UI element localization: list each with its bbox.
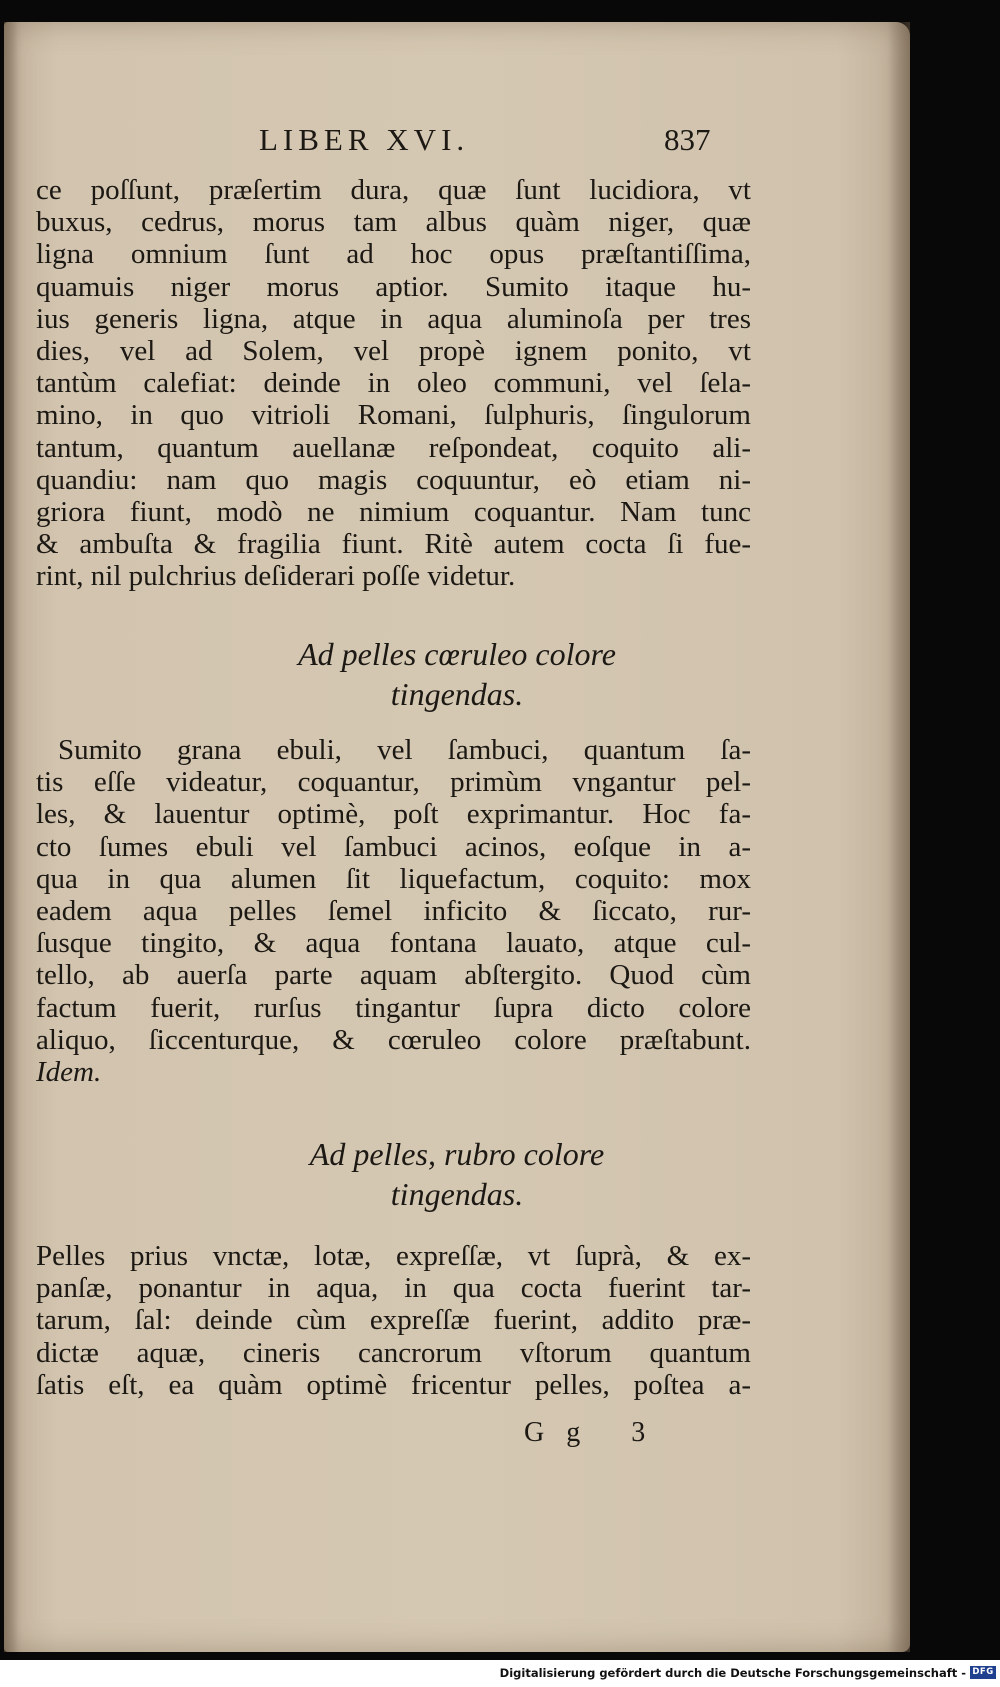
text-line: griora fiunt, modò ne nimium coquantur. Nam tunc	[36, 495, 751, 528]
text-line: & ambuſta & fragilia fiunt. Ritè autem cocta ſi fue-	[36, 528, 751, 561]
text-line: panſæ, ponantur in aqua, in qua cocta fuerint tar-	[36, 1272, 751, 1305]
book-page	[4, 22, 910, 1652]
heading-line: tingendas.	[390, 676, 524, 712]
text-line: ſusque tingito, & aqua fontana lauato, atque cul-	[36, 927, 751, 960]
text-line: les, & lauentur optimè, poſt exprimantur. Hoc fa-	[36, 798, 751, 831]
text-line: quandiu: nam quo magis coquuntur, eò etiam ni-	[36, 463, 751, 496]
heading-line: Ad pelles cœruleo colore	[298, 636, 616, 672]
text-line: ſatis eſt, ea quàm optimè fricentur pelles, poſtea a-	[36, 1368, 751, 1401]
text-line: mino, in quo vitrioli Romani, ſulphuris, ſingulorum	[36, 399, 751, 432]
text-line: buxus, cedrus, morus tam albus quàm niger, quæ	[36, 206, 751, 239]
text-line: dictæ aquæ, cineris cancrorum vſtorum quantum	[36, 1336, 751, 1369]
section-heading-blue-leather	[4, 634, 910, 714]
text-line: Pelles prius vnctæ, lotæ, expreſſæ, vt ſuprà, & ex-	[36, 1240, 751, 1272]
text-line: Sumito grana ebuli, vel ſambuci, quantum ſa-	[58, 734, 751, 766]
dfg-logo-icon: DFG	[970, 1666, 996, 1679]
signature-mark: Gg 3	[524, 1417, 668, 1448]
running-head	[4, 122, 910, 170]
text-line: cto ſumes ebuli vel ſambuci acinos, eoſque in a-	[36, 830, 751, 863]
text-line: dies, vel ad Solem, vel propè ignem ponito, vt	[36, 334, 751, 367]
running-title: LIBER XVI.	[259, 122, 470, 157]
text-line: tis eſſe videatur, coquantur, primùm vngantur pel-	[36, 766, 751, 799]
text-line: tantum, quantum auellanæ reſpondeat, coquito ali-	[36, 431, 751, 464]
page-edge-shadow	[888, 22, 910, 1652]
text-line: Idem.	[36, 1055, 102, 1088]
text-line: ius generis ligna, atque in aqua aluminoſa per tres	[36, 302, 751, 335]
text-line: ce poſſunt, præſertim dura, quæ ſunt lucidiora, vt	[36, 174, 751, 206]
paragraph-red-leather	[36, 1240, 751, 1401]
footer-credit: Digitalisierung gefördert durch die Deutsche Forschungsgemeinschaft -	[499, 1666, 966, 1680]
heading-line: tingendas.	[390, 1176, 524, 1212]
text-line: aliquo, ſiccenturque, & cœruleo colore præſtabunt.	[36, 1023, 751, 1056]
text-line: tantùm calefiat: deinde in oleo communi, vel ſela-	[36, 367, 751, 400]
text-line: quamuis niger morus aptior. Sumito itaque hu-	[36, 270, 751, 303]
text-line: factum fuerit, rurſus tingantur ſupra dicto colore	[36, 991, 751, 1024]
paragraph-wood-staining	[36, 174, 751, 592]
section-heading-red-leather	[4, 1134, 910, 1214]
paragraph-blue-leather	[36, 734, 751, 1088]
text-line: eadem aqua pelles ſemel inficito & ſiccato, rur-	[36, 894, 751, 927]
page-gutter-shadow	[4, 22, 18, 1652]
text-line: tarum, ſal: deinde cùm expreſſæ fuerint, addito præ-	[36, 1304, 751, 1337]
text-line: rint, nil pulchrius deſiderari poſſe videtur.	[36, 560, 516, 593]
digitization-footer	[0, 1660, 1000, 1687]
text-line: tello, ab auerſa parte aquam abſtergito. Quod cùm	[36, 959, 751, 992]
heading-line: Ad pelles, rubro colore	[309, 1136, 605, 1172]
text-line: qua in qua alumen ſit liquefactum, coquito: mox	[36, 862, 751, 895]
folio-number: 837	[664, 122, 711, 157]
text-line: ligna omnium ſunt ad hoc opus præſtantiſſima,	[36, 238, 751, 271]
